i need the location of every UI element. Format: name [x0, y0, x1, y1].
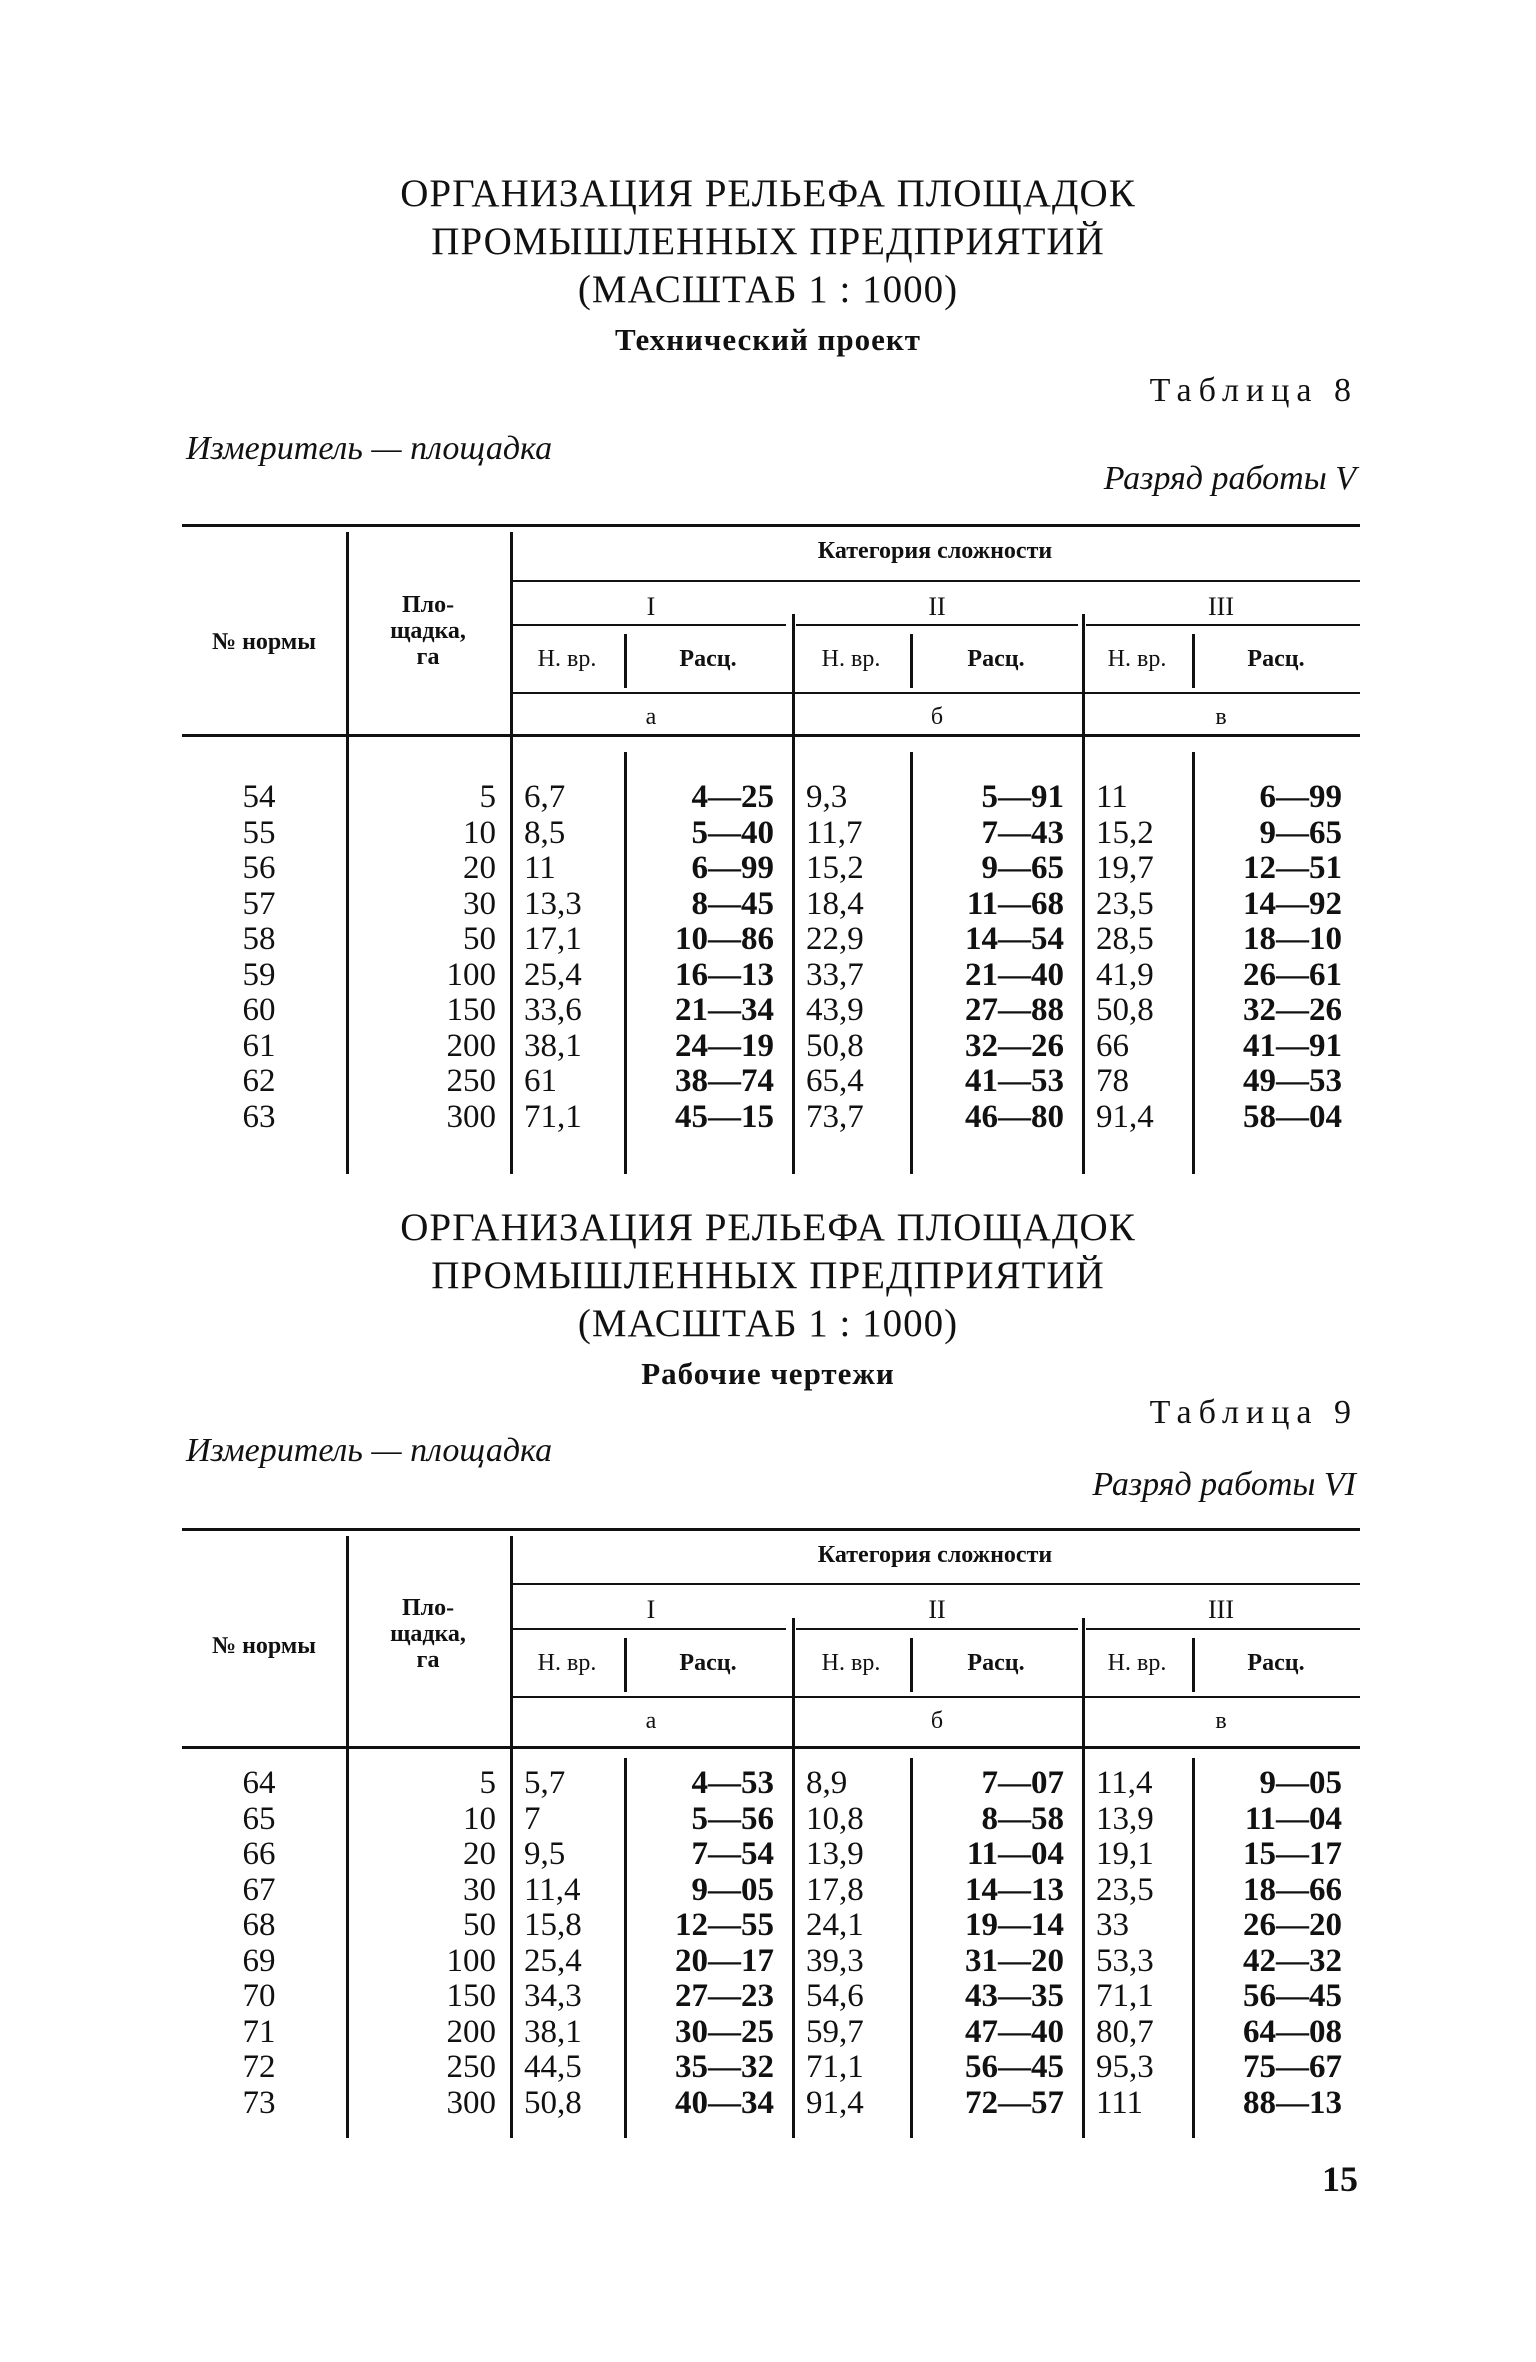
header-category: Категория сложности — [817, 1542, 1053, 1568]
cell-nvr-3: 111 — [1096, 2084, 1144, 2121]
cell-rasc-2: 47—40 — [965, 2013, 1064, 2050]
col-rule-group-2 — [792, 1618, 795, 2138]
cell-nvr-3: 71,1 — [1096, 1978, 1154, 2014]
cell-nvr-2: 24,1 — [806, 1907, 864, 1943]
cell-nvr-3: 78 — [1096, 1063, 1129, 1099]
cell-area: 200 — [446, 2013, 496, 2050]
cell-nvr-3: 23,5 — [1096, 1871, 1154, 1908]
section-1-title-line-1: ОРГАНИЗАЦИЯ РЕЛЬЕФА ПЛОЩАДОК — [400, 172, 1136, 215]
cell-norm: 67 — [242, 1871, 276, 1908]
cell-rasc-2: 8—58 — [981, 1800, 1064, 1837]
cell-rasc-3: 26—20 — [1243, 1907, 1342, 1943]
header-group-2: II — [928, 1595, 946, 1624]
category-rule — [510, 1583, 1360, 1585]
cell-nvr-1: 6,7 — [524, 779, 566, 815]
cell-area: 300 — [446, 2084, 496, 2121]
cell-area: 20 — [463, 1836, 496, 1872]
col-rule-group-3 — [1082, 1618, 1085, 2138]
cell-nvr-2: 13,9 — [806, 1836, 864, 1872]
section-1-title-line-2: ПРОМЫШЛЕННЫХ ПРЕДПРИЯТИЙ — [431, 220, 1105, 263]
header-rasc-1: Расц. — [679, 1650, 737, 1676]
cell-norm: 73 — [242, 2084, 276, 2121]
group-rule-2 — [796, 624, 1078, 626]
cell-nvr-1: 25,4 — [524, 1942, 582, 1979]
table-top-rule — [182, 1528, 1360, 1531]
section-1-title-line-3: (МАСШТАБ 1 : 1000) — [577, 268, 959, 311]
header-group-2: II — [928, 592, 946, 621]
cell-nvr-2: 43,9 — [806, 992, 864, 1028]
table-9 — [182, 1528, 1360, 2138]
cell-rasc-3: 56—45 — [1243, 1978, 1342, 2014]
cell-rasc-3: 12—51 — [1243, 850, 1342, 886]
cell-nvr-1: 44,5 — [524, 2049, 582, 2085]
cell-norm: 56 — [242, 850, 276, 886]
col-rule-group-1 — [510, 532, 513, 1174]
cell-area: 5 — [479, 1765, 496, 1801]
cell-area: 150 — [446, 1978, 496, 2014]
cell-nvr-1: 50,8 — [524, 2084, 582, 2121]
cell-nvr-3: 13,9 — [1096, 1800, 1154, 1837]
col-rule-group-1 — [510, 1536, 513, 2138]
cell-rasc-1: 4—53 — [691, 1765, 774, 1801]
cell-norm: 62 — [242, 1063, 276, 1099]
cell-nvr-3: 33 — [1096, 1907, 1129, 1943]
cell-nvr-3: 23,5 — [1096, 885, 1154, 922]
cell-norm: 70 — [242, 1978, 276, 2014]
cell-norm: 58 — [242, 921, 276, 957]
cell-rasc-2: 27—88 — [965, 992, 1064, 1028]
cell-area: 150 — [446, 992, 496, 1028]
cell-rasc-1: 45—15 — [675, 1098, 774, 1135]
group-rule-3 — [1086, 1628, 1360, 1630]
group-rule-2 — [796, 1628, 1078, 1630]
section-2-title-line-1: ОРГАНИЗАЦИЯ РЕЛЬЕФА ПЛОЩАДОК — [400, 1206, 1136, 1249]
cell-rasc-2: 7—07 — [981, 1765, 1064, 1801]
cell-nvr-1: 17,1 — [524, 921, 582, 957]
header-rasc-3: Расц. — [1247, 1650, 1305, 1676]
cell-rasc-3: 32—26 — [1243, 992, 1342, 1028]
cell-nvr-2: 73,7 — [806, 1098, 864, 1135]
cell-nvr-2: 71,1 — [806, 2049, 864, 2085]
cell-norm: 57 — [242, 885, 276, 922]
header-letter-2: б — [930, 704, 944, 730]
cell-nvr-3: 66 — [1096, 1027, 1129, 1064]
cell-area: 100 — [446, 1942, 496, 1979]
cell-rasc-3: 49—53 — [1243, 1063, 1342, 1099]
header-nvr-2: Н. вр. — [821, 1650, 881, 1676]
cell-rasc-3: 64—08 — [1243, 2013, 1342, 2050]
cell-nvr-2: 8,9 — [806, 1765, 848, 1801]
section-2-title-line-2: ПРОМЫШЛЕННЫХ ПРЕДПРИЯТИЙ — [431, 1254, 1105, 1297]
cell-nvr-3: 11,4 — [1096, 1765, 1153, 1801]
cell-area: 250 — [446, 1063, 496, 1099]
header-rasc-2: Расц. — [967, 1650, 1025, 1676]
header-letter-2: б — [930, 1708, 944, 1734]
cell-rasc-1: 12—55 — [675, 1907, 774, 1943]
cell-area: 30 — [463, 885, 496, 922]
cell-area: 50 — [463, 1907, 496, 1943]
cell-rasc-3: 9—05 — [1259, 1765, 1342, 1801]
cell-norm: 61 — [242, 1027, 276, 1064]
cell-nvr-2: 18,4 — [806, 885, 864, 922]
group-rule-1 — [510, 1628, 786, 1630]
header-nvr-1: Н. вр. — [537, 1650, 597, 1676]
cell-norm: 65 — [242, 1800, 276, 1837]
page-number: 15 — [1322, 2159, 1358, 2199]
cell-norm: 64 — [242, 1765, 276, 1801]
cell-rasc-2: 72—57 — [965, 2084, 1064, 2121]
cell-rasc-1: 21—34 — [675, 992, 774, 1028]
cell-nvr-3: 19,7 — [1096, 850, 1154, 886]
cell-norm: 55 — [242, 814, 276, 851]
cell-nvr-1: 9,5 — [524, 1836, 566, 1872]
cell-nvr-3: 91,4 — [1096, 1098, 1154, 1135]
header-letter-3: в — [1215, 704, 1227, 730]
table-9-label: Таблица 9 — [1149, 1394, 1358, 1431]
table-8 — [182, 524, 1360, 1174]
header-area-2: щадка, — [390, 618, 466, 644]
cell-rasc-1: 20—17 — [675, 1942, 774, 1979]
cell-norm: 63 — [242, 1098, 276, 1135]
section-2-title-line-3: (МАСШТАБ 1 : 1000) — [577, 1302, 959, 1345]
cell-rasc-2: 5—91 — [981, 779, 1064, 815]
cell-norm: 69 — [242, 1942, 276, 1979]
header-group-1: I — [646, 1595, 656, 1624]
cell-rasc-1: 5—56 — [691, 1800, 774, 1837]
cell-rasc-2: 43—35 — [965, 1978, 1064, 2014]
cell-nvr-1: 13,3 — [524, 885, 582, 922]
subheader-rule — [510, 692, 1360, 694]
cell-nvr-3: 41,9 — [1096, 956, 1154, 993]
cell-nvr-2: 17,8 — [806, 1871, 864, 1908]
cell-nvr-3: 50,8 — [1096, 992, 1154, 1028]
cell-rasc-2: 31—20 — [965, 1942, 1064, 1979]
cell-nvr-3: 15,2 — [1096, 814, 1154, 851]
col-rule-group-3 — [1082, 614, 1085, 1174]
cell-nvr-2: 59,7 — [806, 2013, 864, 2050]
header-area-3: га — [416, 1647, 440, 1673]
cell-nvr-2: 10,8 — [806, 1800, 864, 1837]
header-rasc-2: Расц. — [967, 646, 1025, 672]
cell-rasc-2: 9—65 — [981, 850, 1064, 886]
header-norm: № нормы — [211, 1633, 316, 1659]
cell-area: 250 — [446, 2049, 496, 2085]
cell-nvr-1: 8,5 — [524, 814, 566, 851]
cell-rasc-3: 11—04 — [1244, 1800, 1342, 1837]
cell-rasc-2: 14—13 — [965, 1871, 1064, 1908]
cell-rasc-2: 11—68 — [966, 885, 1064, 922]
category-rule — [510, 580, 1360, 582]
header-category: Категория сложности — [817, 538, 1053, 564]
cell-rasc-2: 41—53 — [965, 1063, 1064, 1099]
cell-rasc-2: 32—26 — [965, 1027, 1064, 1064]
cell-rasc-3: 14—92 — [1243, 885, 1342, 922]
header-bottom-rule — [182, 734, 1360, 737]
cell-nvr-1: 7 — [524, 1800, 541, 1837]
cell-rasc-3: 6—99 — [1259, 779, 1342, 815]
cell-nvr-3: 11 — [1096, 779, 1128, 815]
cell-norm: 59 — [242, 956, 276, 993]
header-norm: № нормы — [211, 629, 316, 655]
cell-rasc-1: 30—25 — [675, 2013, 774, 2050]
cell-nvr-2: 33,7 — [806, 956, 864, 993]
table-8-grade: Разряд работы V — [1103, 460, 1356, 497]
cell-nvr-2: 15,2 — [806, 850, 864, 886]
cell-rasc-1: 16—13 — [675, 956, 774, 993]
cell-area: 5 — [479, 779, 496, 815]
subheader-rule — [510, 1696, 1360, 1698]
cell-area: 10 — [463, 814, 496, 851]
cell-norm: 71 — [242, 2013, 276, 2050]
cell-rasc-1: 38—74 — [675, 1063, 774, 1099]
header-letter-1: а — [645, 1708, 657, 1734]
section-2-subtitle: Рабочие чертежи — [641, 1356, 895, 1391]
cell-rasc-1: 9—05 — [691, 1871, 774, 1908]
header-rasc-3: Расц. — [1247, 646, 1305, 672]
cell-nvr-3: 80,7 — [1096, 2013, 1154, 2050]
header-nvr-1: Н. вр. — [537, 646, 597, 672]
cell-nvr-1: 38,1 — [524, 2013, 582, 2050]
cell-nvr-2: 22,9 — [806, 921, 864, 957]
cell-rasc-1: 24—19 — [675, 1027, 774, 1064]
header-area-1: Пло- — [401, 1595, 455, 1621]
header-letter-1: а — [645, 704, 657, 730]
cell-rasc-1: 6—99 — [691, 850, 774, 886]
header-nvr-3: Н. вр. — [1107, 1650, 1167, 1676]
cell-rasc-2: 7—43 — [981, 814, 1064, 851]
cell-nvr-2: 39,3 — [806, 1942, 864, 1979]
cell-rasc-1: 4—25 — [691, 779, 774, 815]
cell-nvr-1: 61 — [524, 1063, 557, 1099]
header-area-3: га — [416, 644, 440, 670]
cell-nvr-2: 9,3 — [806, 779, 848, 815]
cell-nvr-2: 54,6 — [806, 1978, 864, 2014]
cell-nvr-1: 25,4 — [524, 956, 582, 993]
cell-nvr-1: 38,1 — [524, 1027, 582, 1064]
cell-rasc-1: 40—34 — [675, 2084, 774, 2121]
group-rule-3 — [1086, 624, 1360, 626]
table-8-label: Таблица 8 — [1149, 372, 1358, 409]
cell-rasc-2: 14—54 — [965, 921, 1064, 957]
header-nvr-2: Н. вр. — [821, 646, 881, 672]
cell-rasc-2: 56—45 — [965, 2049, 1064, 2085]
cell-rasc-2: 11—04 — [966, 1836, 1064, 1872]
cell-rasc-3: 18—10 — [1243, 921, 1342, 957]
cell-rasc-1: 7—54 — [691, 1836, 774, 1872]
header-group-3: III — [1208, 1595, 1234, 1624]
cell-rasc-3: 75—67 — [1243, 2049, 1342, 2085]
table-9-measure: Измеритель — площадка — [186, 1432, 553, 1469]
cell-rasc-1: 5—40 — [691, 814, 774, 851]
cell-nvr-2: 11,7 — [806, 814, 863, 851]
cell-area: 200 — [446, 1027, 496, 1064]
cell-rasc-3: 41—91 — [1243, 1027, 1342, 1064]
cell-rasc-2: 46—80 — [965, 1098, 1064, 1135]
cell-nvr-2: 65,4 — [806, 1063, 864, 1099]
cell-area: 300 — [446, 1098, 496, 1135]
cell-rasc-3: 15—17 — [1243, 1836, 1342, 1872]
cell-area: 30 — [463, 1871, 496, 1908]
header-area-1: Пло- — [401, 592, 455, 618]
cell-nvr-1: 71,1 — [524, 1098, 582, 1135]
header-bottom-rule — [182, 1746, 1360, 1749]
cell-norm: 68 — [242, 1907, 276, 1943]
cell-rasc-1: 10—86 — [675, 921, 774, 957]
cell-area: 20 — [463, 850, 496, 886]
header-group-3: III — [1208, 592, 1234, 621]
cell-norm: 60 — [242, 992, 276, 1028]
header-area-2: щадка, — [390, 1621, 466, 1647]
cell-nvr-2: 91,4 — [806, 2084, 864, 2121]
header-nvr-3: Н. вр. — [1107, 646, 1167, 672]
table-top-rule — [182, 524, 1360, 527]
cell-nvr-1: 11 — [524, 850, 556, 886]
cell-rasc-3: 18—66 — [1243, 1871, 1342, 1908]
cell-rasc-3: 58—04 — [1243, 1098, 1342, 1135]
cell-rasc-1: 8—45 — [691, 885, 774, 922]
cell-norm: 54 — [242, 779, 276, 815]
cell-area: 100 — [446, 956, 496, 993]
cell-rasc-3: 26—61 — [1243, 956, 1342, 993]
cell-nvr-3: 19,1 — [1096, 1836, 1154, 1872]
table-9-grade: Разряд работы VI — [1092, 1466, 1356, 1503]
header-letter-3: в — [1215, 1708, 1227, 1734]
cell-rasc-3: 88—13 — [1243, 2084, 1342, 2121]
group-rule-1 — [510, 624, 786, 626]
cell-nvr-1: 5,7 — [524, 1765, 566, 1801]
cell-nvr-1: 34,3 — [524, 1978, 582, 2014]
section-1-subtitle: Технический проект — [614, 322, 922, 357]
cell-nvr-3: 28,5 — [1096, 921, 1154, 957]
cell-norm: 72 — [242, 2049, 276, 2085]
cell-rasc-2: 19—14 — [965, 1907, 1064, 1943]
col-rule-group-2 — [792, 614, 795, 1174]
cell-rasc-1: 27—23 — [675, 1978, 774, 2014]
cell-rasc-1: 35—32 — [675, 2049, 774, 2085]
cell-nvr-1: 15,8 — [524, 1907, 582, 1943]
cell-rasc-3: 42—32 — [1243, 1942, 1342, 1979]
cell-nvr-1: 33,6 — [524, 992, 582, 1028]
cell-norm: 66 — [242, 1836, 276, 1872]
cell-nvr-3: 53,3 — [1096, 1942, 1154, 1979]
cell-nvr-1: 11,4 — [524, 1871, 581, 1908]
cell-rasc-3: 9—65 — [1259, 814, 1342, 851]
table-8-measure: Измеритель — площадка — [186, 430, 553, 467]
cell-area: 10 — [463, 1800, 496, 1837]
cell-nvr-3: 95,3 — [1096, 2049, 1154, 2085]
header-rasc-1: Расц. — [679, 646, 737, 672]
cell-rasc-2: 21—40 — [965, 956, 1064, 993]
cell-area: 50 — [463, 921, 496, 957]
header-group-1: I — [646, 592, 656, 621]
cell-nvr-2: 50,8 — [806, 1027, 864, 1064]
